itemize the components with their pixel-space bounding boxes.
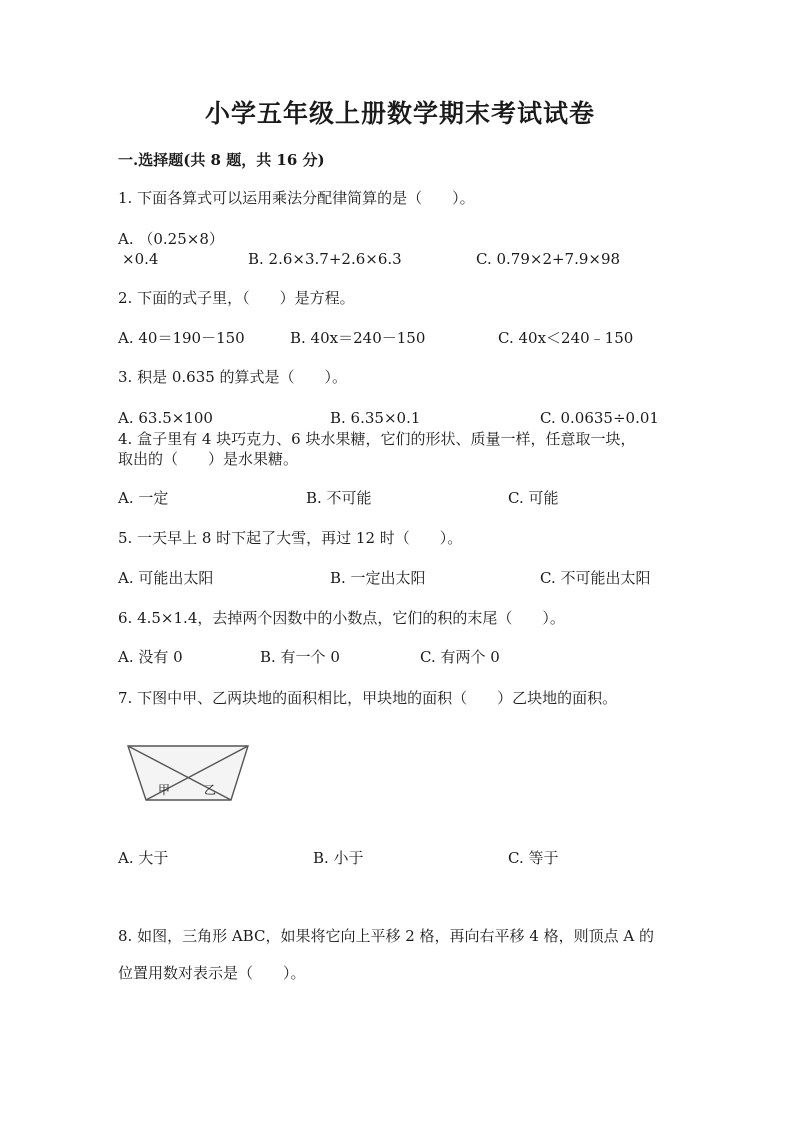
page-title: 小学五年级上册数学期末考试试卷 xyxy=(204,99,595,128)
section-heading: 一.选择题(共 8 题，共 16 分) xyxy=(118,151,325,169)
question-1-option-a: A. （0.25×8） xyxy=(118,230,224,248)
question-6-option-b: B. 有一个 0 xyxy=(260,648,340,666)
question-6-option-a: A. 没有 0 xyxy=(118,648,183,666)
question-5-stem: 5. 一天早上 8 时下起了大雪，再过 12 时（ ）。 xyxy=(118,529,463,547)
question-3-option-a: A. 63.5×100 xyxy=(118,409,213,427)
question-5-option-c: C. 不可能出太阳 xyxy=(540,569,651,587)
question-3-option-c: C. 0.0635÷0.01 xyxy=(540,409,659,427)
question-7-option-a: A. 大于 xyxy=(118,849,169,867)
question-4-option-c: C. 可能 xyxy=(508,489,559,507)
question-7-stem: 7. 下图中甲、乙两块地的面积相比，甲块地的面积（ ）乙块地的面积。 xyxy=(118,689,618,707)
question-7-option-b: B. 小于 xyxy=(313,849,364,867)
question-4-option-a: A. 一定 xyxy=(118,489,169,507)
question-4-option-b: B. 不可能 xyxy=(306,489,372,507)
question-1-option-b: B. 2.6×3.7+2.6×6.3 xyxy=(248,250,402,268)
question-3-stem: 3. 积是 0.635 的算式是（ ）。 xyxy=(118,368,348,386)
question-1-option-a-cont: ×0.4 xyxy=(122,250,159,268)
question-8-stem-line2: 位置用数对表示是（ ）。 xyxy=(118,964,306,982)
question-3-option-b: B. 6.35×0.1 xyxy=(330,409,421,427)
question-7-option-c: C. 等于 xyxy=(508,849,559,867)
figure-label-jia: 甲 xyxy=(158,783,171,797)
question-2-option-a: A. 40＝190－150 xyxy=(118,329,245,347)
trapezoid-outline xyxy=(128,746,248,800)
question-1-stem: 1. 下面各算式可以运用乘法分配律简算的是（ ）。 xyxy=(118,189,475,207)
question-2-option-b: B. 40x＝240－150 xyxy=(290,329,426,347)
question-6-option-c: C. 有两个 0 xyxy=(420,648,500,666)
question-2-option-c: C. 40x＜240﹣150 xyxy=(498,329,634,347)
question-8-stem-line1: 8. 如图，三角形 ABC，如果将它向上平移 2 格，再向右平移 4 格，则顶点 A 的 xyxy=(118,927,654,945)
question-2-stem: 2. 下面的式子里，（ ）是方程。 xyxy=(118,289,355,307)
trapezoid-figure xyxy=(125,742,251,804)
question-5-option-b: B. 一定出太阳 xyxy=(330,569,426,587)
figure-label-yi: 乙 xyxy=(204,783,217,797)
question-4-stem-line2: 取出的（ ）是水果糖。 xyxy=(118,450,299,468)
question-4-stem-line1: 4. 盒子里有 4 块巧克力、6 块水果糖，它们的形状、质量一样，任意取一块， xyxy=(118,430,636,448)
question-1-option-c: C. 0.79×2+7.9×98 xyxy=(476,250,621,268)
question-6-stem: 6. 4.5×1.4，去掉两个因数中的小数点，它们的积的末尾（ ）。 xyxy=(118,609,565,627)
question-5-option-a: A. 可能出太阳 xyxy=(118,569,214,587)
